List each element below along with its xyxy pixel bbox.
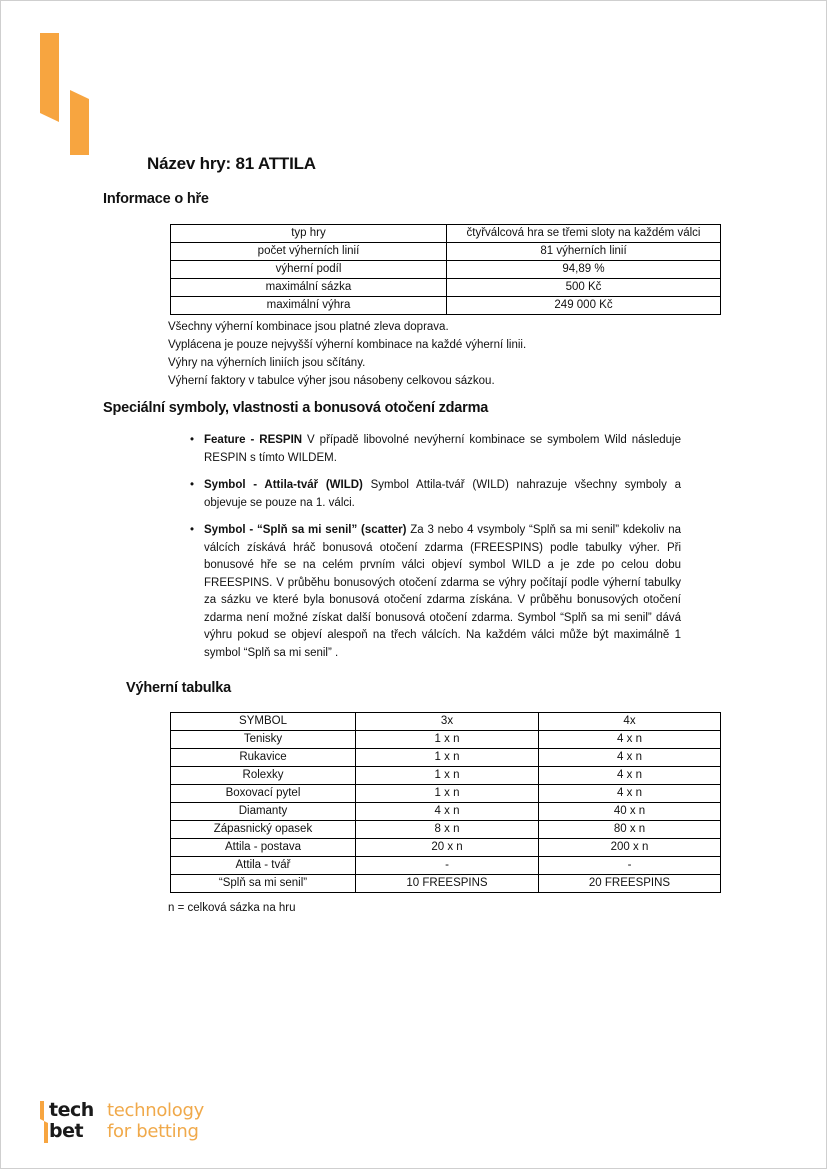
payout-3x-cell: 20 x n [356,839,539,857]
note-line: Vyplácena je pouze nejvyšší výherní kombinace na každé výherní linii. [168,339,527,351]
document-title: Název hry: 81 ATTILA [147,154,316,173]
payout-4x-cell: 4 x n [539,749,721,767]
logo-word-tech: tech [49,1099,94,1121]
column-header: 3x [356,713,539,731]
symbol-cell: Diamanty [171,803,356,821]
payout-4x-cell: 40 x n [539,803,721,821]
payout-3x-cell: 1 x n [356,767,539,785]
table-row [171,875,721,893]
symbol-cell: Boxovací pytel [171,785,356,803]
table-row [171,731,721,749]
game-info-table [170,224,721,315]
payout-3x-cell: 1 x n [356,749,539,767]
payout-4x-cell: 4 x n [539,785,721,803]
techbet-logo-mark-icon [40,33,92,155]
symbol-cell: “Splň sa mi senil” [171,875,356,893]
table-row [171,279,721,297]
tagline-line1: technology [107,1100,204,1121]
footer-logo [40,1100,240,1144]
info-value: 500 Kč [447,279,721,297]
bullet-icon: • [190,434,195,446]
table-row [171,297,721,315]
table-row [171,785,721,803]
feature-title: Symbol - “Splň sa mi senil” (scatter) [204,524,407,536]
logo-bars-icon [40,1101,48,1143]
feature-text: V případě libovolné nevýherní kombinace se symbolem Wild následuje RESPIN s tímto WILDEM. [204,434,681,464]
table-header-row [171,713,721,731]
note-line: Výherní faktory v tabulce výher jsou násobeny celkovou sázkou. [168,375,495,387]
paytable [170,712,721,893]
feature-wild-item [190,477,681,512]
tagline-line2: for betting [107,1121,199,1142]
table-row [171,857,721,875]
info-label: maximální výhra [171,297,447,315]
bullet-icon: • [190,479,195,491]
table-row [171,243,721,261]
payout-4x-cell: - [539,857,721,875]
payout-4x-cell: 80 x n [539,821,721,839]
feature-respin-item [190,432,681,467]
special-heading: Speciální symboly, vlastnosti a bonusová otočení zdarma [103,400,489,416]
symbol-cell: Rolexky [171,767,356,785]
payout-4x-cell: 4 x n [539,731,721,749]
payout-3x-cell: 10 FREESPINS [356,875,539,893]
info-value: 94,89 % [447,261,721,279]
symbol-cell: Attila - postava [171,839,356,857]
info-value: 81 výherních linií [447,243,721,261]
table-row [171,839,721,857]
paytable-heading: Výherní tabulka [126,680,231,696]
info-heading: Informace o hře [103,191,209,207]
payout-4x-cell: 200 x n [539,839,721,857]
payout-3x-cell: 1 x n [356,731,539,749]
info-label: maximální sázka [171,279,447,297]
payout-3x-cell: 1 x n [356,785,539,803]
payout-3x-cell: 4 x n [356,803,539,821]
table-row [171,767,721,785]
note-line: Všechny výherní kombinace jsou platné zleva doprava. [168,321,449,333]
info-label: typ hry [171,225,447,243]
info-value: čtyřválcová hra se třemi sloty na každém válci [447,225,721,243]
payout-3x-cell: 8 x n [356,821,539,839]
feature-title: Symbol - Attila-tvář (WILD) [204,479,363,491]
feature-text: Za 3 nebo 4 vsymboly “Splň sa mi senil” kdekoliv na válcích získává hráč bonusová otočení zdarma (FREESPINS) podle tabulky výher. Při bonusové hře se na celém prvním válci objeví symbol WILD a je zde po celou dobu FREESPINS. V průběhu bonusových otočení zdarma se výhry počítají podle výherní tabulky za sázku ve které byla bonusová otočení zdarma získána. V průběhu bonusových otočení zdarma není možné získat další bonusová otočení zdarma. Symbol “Splň sa mi senil” dává výhru pokud se objeví alespoň na třech válcích. Na každém válci může být maximálně 1 symbol “Splň sa mi senil” . [204,524,681,659]
payout-4x-cell: 20 FREESPINS [539,875,721,893]
note-line: Výhry na výherních liniích jsou sčítány. [168,357,366,369]
payout-3x-cell: - [356,857,539,875]
info-label: počet výherních linií [171,243,447,261]
info-label: výherní podíl [171,261,447,279]
column-header: 4x [539,713,721,731]
feature-title: Feature - RESPIN [204,434,303,446]
symbol-cell: Attila - tvář [171,857,356,875]
payout-4x-cell: 4 x n [539,767,721,785]
table-row [171,821,721,839]
feature-text: Symbol Attila-tvář (WILD) nahrazuje všechny symboly a objevuje se pouze na 1. válci. [204,479,681,509]
symbol-cell: Zápasnický opasek [171,821,356,839]
table-row [171,803,721,821]
feature-scatter-item [190,522,681,662]
table-row [171,225,721,243]
special-features-list [190,432,681,672]
table-row [171,749,721,767]
symbol-cell: Tenisky [171,731,356,749]
table-row [171,261,721,279]
info-notes [168,318,526,390]
symbol-cell: Rukavice [171,749,356,767]
logo-word-bet: bet [49,1120,84,1142]
column-header: SYMBOL [171,713,356,731]
info-value: 249 000 Kč [447,297,721,315]
paytable-legend: n = celková sázka na hru [168,902,296,914]
bullet-icon: • [190,524,195,536]
